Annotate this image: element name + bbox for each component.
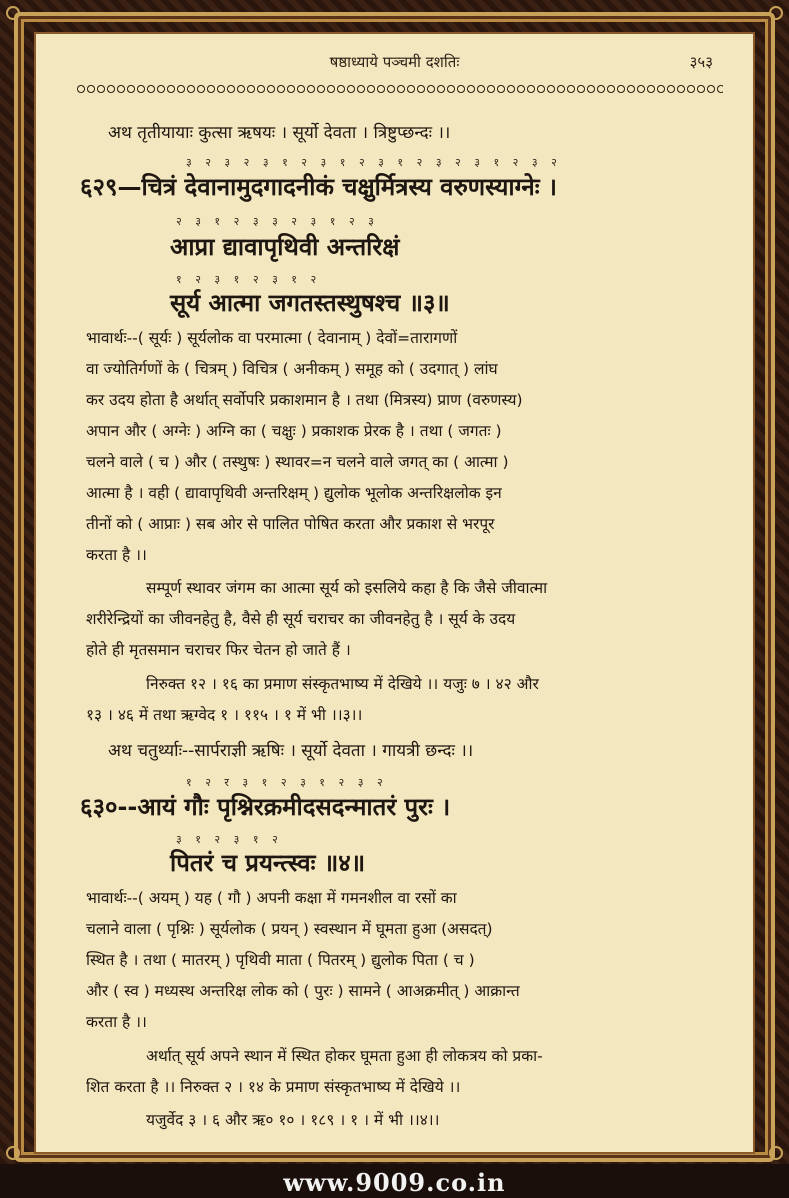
meaning-line: कर उदय होता है अर्थात् सर्वोपरि प्रकाशमान है । तथा (मित्रस्य) प्राण (वरुणस्य) [86, 391, 523, 409]
corner-ornament-icon [769, 6, 783, 20]
corner-ornament-icon [769, 1146, 783, 1160]
accent-marks: ३ १ २ ३ १ २ [176, 833, 283, 846]
meaning-line: वा ज्योतिर्गणों के ( चित्रम् ) विचित्र ( अनीकम् ) समूह को ( उदगात् ) लांघ [86, 360, 498, 378]
reference-line: निरुक्त १२ । १६ का प्रमाण संस्कृतभाष्य में देखिये ।। यजुः ७ । ४२ और [146, 675, 539, 693]
meaning-line: भावार्थः--( अयम् ) यह ( गौ ) अपनी कक्षा में गमनशील वा रसों का [86, 889, 457, 907]
verse-line: ६३०--आयं गौः पृश्निरक्रमीदसदन्मातरं पुरः । [80, 793, 451, 821]
note-line: सम्पूर्ण स्थावर जंगम का आत्मा सूर्य को इसलिये कहा है कि जैसे जीवात्मा [146, 579, 548, 597]
meaning-line: और ( स्व ) मध्यस्थ अन्तरिक्ष लोक को ( पुरः ) सामने ( आअक्रमीत् ) आक्रान्त [86, 982, 520, 1000]
verse-intro: अथ तृतीयायाः कुत्सा ऋषयः । सूर्यो देवता । त्रिष्टुप्छन्दः ।। [108, 123, 451, 143]
verse-line: ६२९—चित्रं देवानामुदगादनीकं चक्षुर्मित्रस्य वरुणस्याग्नेः । [80, 173, 557, 201]
meaning-line: तीनों को ( आप्राः ) सब ओर से पालित पोषित करता और प्रकाश से भरपूर [86, 515, 495, 533]
verse-line: पितरं च प्रयन्त्स्वः ॥४॥ [170, 849, 366, 877]
accent-marks: १ २ र ३ १ २ ३ १ २ ३ २ [186, 776, 388, 789]
note-line: अर्थात् सूर्य अपने स्थान में स्थित होकर घूमता हुआ ही लोकत्रय को प्रका- [146, 1047, 543, 1065]
page-number: ३५३ [689, 53, 713, 71]
meaning-line: चलाने वाला ( पृश्निः ) सूर्यलोक ( प्रयन् ) स्वस्थान में घूमता हुआ (असदत्) [86, 920, 493, 938]
chapter-title: षष्ठाध्याये पञ्चमी दशतिः [329, 53, 460, 71]
meaning-line: स्थित है । तथा ( मातरम् ) पृथिवी माता ( पितरम् ) द्युलोक पिता ( च ) [86, 951, 475, 969]
ornamental-rule [76, 84, 723, 94]
meaning-line: करता है ।। [86, 1013, 147, 1031]
reference-line: १३ । ४६ में तथा ऋग्वेद १ । ११५ । १ में भी ।।३।। [86, 706, 363, 724]
accent-marks: २ ३ १ २ ३ ३ २ ३ १ २ ३ [176, 215, 379, 228]
corner-ornament-icon [6, 1146, 20, 1160]
note-line: होते ही मृतसमान चराचर फिर चेतन हो जाते हैं । [86, 641, 351, 659]
meaning-line: आत्मा है । वही ( द्यावापृथिवी अन्तरिक्षम् ) द्युलोक भूलोक अन्तरिक्षलोक इन [86, 484, 502, 502]
verse-line: आप्रा द्यावापृथिवी अन्तरिक्षं [170, 233, 400, 261]
accent-marks: १ २ ३ १ २ ३ १ २ [176, 273, 322, 286]
meaning-line: भावार्थः--( सूर्यः ) सूर्यलोक वा परमात्मा ( देवानाम् ) देवों=तारागणों [86, 329, 458, 347]
page-header [36, 48, 753, 78]
note-line: यजुर्वेद ३ । ६ और ऋ० १० । १८९ । १ । में भी ।।४।। [146, 1111, 440, 1129]
verse-line: सूर्य आत्मा जगतस्तस्थुषश्च ॥३॥ [170, 289, 450, 317]
website-link[interactable]: www.9009.co.in [283, 1168, 506, 1197]
note-line: शरीरेन्द्रियों का जीवनहेतु है, वैसे ही सूर्य चराचर का जीवनहेतु है । सूर्य के उदय [86, 610, 516, 628]
scanned-page [36, 34, 753, 1152]
meaning-line: करता है ।। [86, 546, 147, 564]
corner-ornament-icon [6, 6, 20, 20]
verse-intro: अथ चतुर्थ्याः--सार्पराज्ञी ऋषिः । सूर्यो देवता । गायत्री छन्दः ।। [108, 741, 474, 761]
meaning-line: अपान और ( अग्नेः ) अग्नि का ( चक्षुः ) प्रकाशक प्रेरक है । तथा ( जगतः ) [86, 422, 502, 440]
accent-marks: ३ २ ३ २ ३ १ २ ३ १ २ ३ १ २ ३ २ ३ १ २ ३ २ [186, 156, 562, 169]
note-line: शित करता है ।। निरुक्त २ । १४ के प्रमाण संस्कृतभाष्य में देखिये ।। [86, 1078, 461, 1096]
meaning-line: चलने वाले ( च ) और ( तस्थुषः ) स्थावर=न चलने वाले जगत् का ( आत्मा ) [86, 453, 509, 471]
